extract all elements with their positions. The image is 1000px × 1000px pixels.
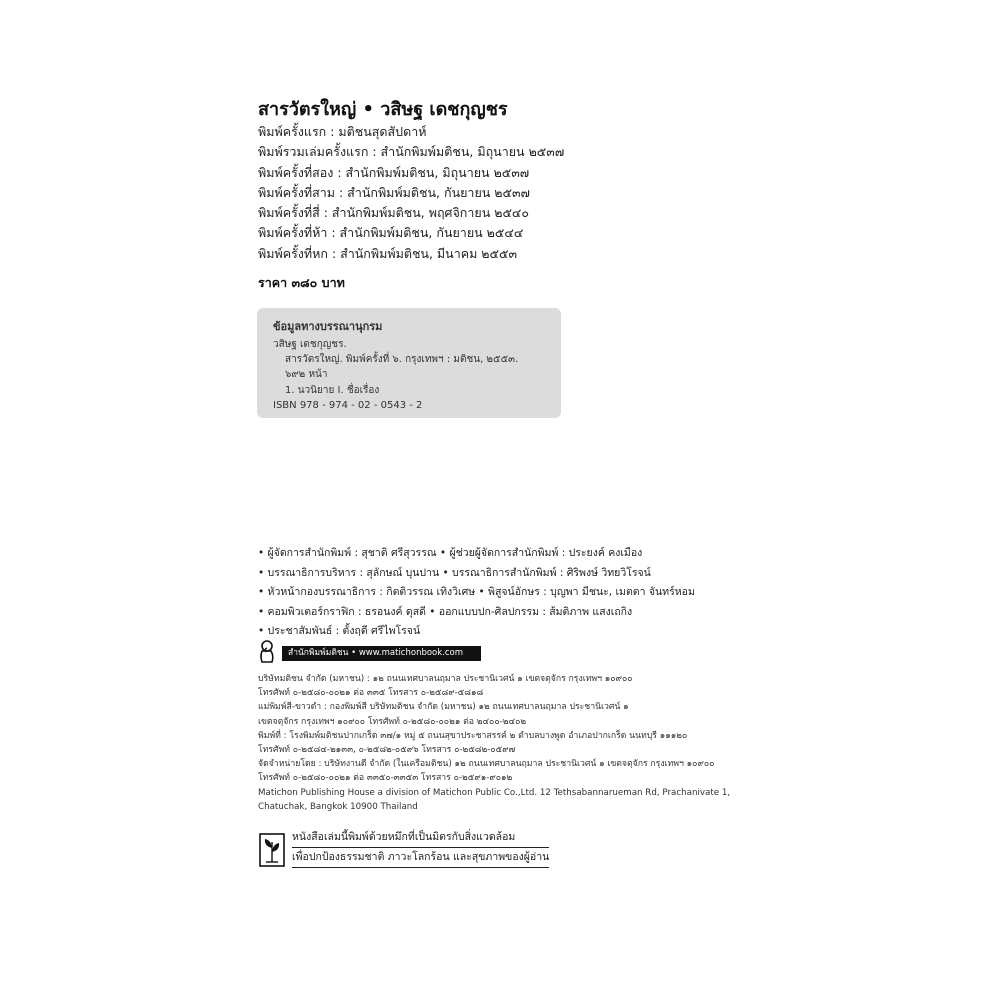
catalog-isbn: ISBN 978 - 974 - 02 - 0543 - 2 [273, 399, 423, 411]
edition-line: พิมพ์ครั้งที่ห้า : สำนักพิมพ์มติชน, กันยายน ๒๕๔๔ [258, 225, 524, 241]
address-line: แม่พิมพ์สี-ขาวดำ : กองพิมพ์สี บริษัทมติชน จำกัด (มหาชน) ๑๒ ถนนเทศบาลนฤมาล ประชานิเวศน์ ๑ [258, 702, 629, 713]
catalog-box [257, 308, 561, 418]
catalog-line: ๖๙๒ หน้า [285, 369, 328, 381]
edition-line: พิมพ์รวมเล่มครั้งแรก : สำนักพิมพ์มติชน, มิถุนายน ๒๕๓๗ [258, 144, 565, 160]
staff-line: • บรรณาธิการบริหาร : สุลักษณ์ บุนปาน • บรรณาธิการสำนักพิมพ์ : ศิริพงษ์ วิทยวิโรจน์ [258, 566, 651, 579]
address-line: พิมพ์ที่ : โรงพิมพ์มติชนปากเกร็ด ๓๗/๑ หมู่ ๕ ถนนสุขาประชาสรรค์ ๒ ตำบลบางพูด อำเภอปากเกร็ด นนทบุรี ๑๑๑๒๐ [258, 730, 688, 741]
eco-leaf-icon [258, 828, 286, 868]
staff-line: • ผู้จัดการสำนักพิมพ์ : สุชาติ ศรีสุวรรณ • ผู้ช่วยผู้จัดการสำนักพิมพ์ : ประยงค์ คงเมือง [258, 547, 643, 559]
catalog-line: สารวัตรใหญ่. พิมพ์ครั้งที่ ๖. กรุงเทพฯ : มติชน, ๒๕๕๓. [285, 354, 519, 366]
eco-line: หนังสือเล่มนี้พิมพ์ด้วยหมึกที่เป็นมิตรกับสิ่งแวดล้อม [292, 828, 549, 848]
book-title: สารวัตรใหญ่ • วสิษฐ เดชกุญชร [258, 99, 508, 120]
address-line: เขตจตุจักร กรุงเทพฯ ๑๐๙๐๐ โทรศัพท์ ๐-๒๕๘๐-๐๐๒๑ ต่อ ๒๔๐๐-๒๔๐๒ [258, 716, 527, 727]
thinker-logo-icon [258, 640, 276, 664]
catalog-heading: ข้อมูลทางบรรณานุกรม [273, 320, 383, 333]
edition-history [258, 122, 564, 264]
address-line: บริษัทมติชน จำกัด (มหาชน) : ๑๒ ถนนเทศบาลนฤมาล ประชานิเวศน์ ๑ เขตจตุจักร กรุงเทพฯ ๑๐๙๐๐ [258, 674, 633, 684]
eco-line: เพื่อปกป้องธรรมชาติ ภาวะโลกร้อน และสุขภาพของผู้อ่าน [292, 848, 549, 868]
publisher-address [258, 672, 730, 814]
staff-line: • ประชาสัมพันธ์ : ตั้งฤดี ศรีไพโรจน์ [258, 625, 421, 638]
staff-credits [258, 544, 695, 642]
address-line: โทรศัพท์ ๐-๒๕๘๐-๐๐๒๑ ต่อ ๓๓๕ โทรสาร ๐-๒๕๘๙-๕๘๑๘ [258, 688, 484, 699]
address-line: Chatuchak, Bangkok 10900 Thailand [258, 801, 418, 812]
address-line: Matichon Publishing House a division of Matichon Public Co.,Ltd. 12 Tethsabannarueman Rd, Prachanivate 1, [258, 787, 731, 798]
edition-line: พิมพ์ครั้งที่สอง : สำนักพิมพ์มติชน, มิถุนายน ๒๕๓๗ [258, 164, 530, 180]
staff-line: • คอมพิวเตอร์กราฟิก : ธรอนงค์ ดุสดี • ออกแบบปก-ศิลปกรรม : ส้มติภาพ แสงเถกิง [258, 605, 633, 618]
catalog-line: 1. นวนิยาย I. ชื่อเรื่อง [285, 384, 380, 396]
edition-line: พิมพ์ครั้งที่หก : สำนักพิมพ์มติชน, มีนาคม ๒๕๕๓ [258, 245, 518, 261]
catalog-author: วสิษฐ เดชกุญชร. [273, 339, 347, 350]
address-line: โทรศัพท์ ๐-๒๕๘๔-๒๑๓๓, ๐-๒๕๘๒-๐๕๙๖ โทรสาร ๐-๒๕๘๒-๐๕๙๗ [258, 745, 516, 756]
price: ราคา ๓๘๐ บาท [258, 275, 345, 290]
edition-line: พิมพ์ครั้งแรก : มติชนสุดสัปดาห์ [258, 124, 427, 139]
address-line: โทรศัพท์ ๐-๒๕๘๐-๐๐๒๑ ต่อ ๓๓๕๐-๓๓๕๓ โทรสาร ๐-๒๕๙๑-๙๐๑๒ [258, 773, 513, 784]
edition-line: พิมพ์ครั้งที่สาม : สำนักพิมพ์มติชน, กันยายน ๒๕๓๗ [258, 184, 530, 200]
publisher-banner: สำนักพิมพ์มติชน • www.matichonbook.com [282, 646, 481, 661]
edition-line: พิมพ์ครั้งที่สี่ : สำนักพิมพ์มติชน, พฤศจิกายน ๒๕๔๐ [258, 205, 530, 221]
staff-line: • หัวหน้ากองบรรณาธิการ : กิตติวรรณ เทิงวิเศษ • พิสูจน์อักษร : บุญพา มีชนะ, เมตตา จันทร์หอม [258, 586, 695, 599]
address-line: จัดจำหน่ายโดย : บริษัทงานดี จำกัด (ในเครือมติชน) ๑๒ ถนนเทศบาลนฤมาล ประชานิเวศน์ ๑ เขตจตุจักร กรุงเทพฯ ๑๐๙๐๐ [258, 759, 715, 770]
